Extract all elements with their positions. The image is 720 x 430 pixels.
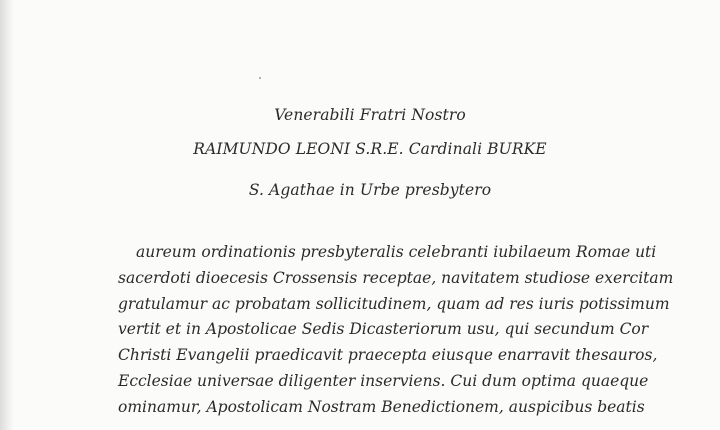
cardinal-name-line: RAIMUNDO LEONI S.R.E. Cardinali BURKE <box>193 140 547 158</box>
page-scan-edge <box>0 0 14 430</box>
scan-speck <box>259 77 261 79</box>
body-line: Ecclesiae universae diligenter inserviens. Cui dum optima quaeque <box>118 371 649 390</box>
letter-body <box>118 240 674 421</box>
body-line: vertit et in Apostolicae Sedis Dicasteriorum usu, qui secundum Cor <box>118 320 649 339</box>
title-church-line: S. Agathae in Urbe presbytero <box>248 181 492 199</box>
body-line: aureum ordinationis presbyteralis celebranti iubilaeum Romae uti <box>136 243 657 261</box>
body-line: Christi Evangelii praedicavit praecepta eiusque enarravit thesauros, <box>118 346 658 365</box>
addressee-line: Venerabili Fratri Nostro <box>274 106 466 124</box>
body-line: gratulamur ac probatam sollicitudinem, quam ad res iuris potissimum <box>118 294 670 313</box>
body-line: ominamur, Apostolicam Nostram Benedictionem, auspicibus beatis <box>118 397 645 416</box>
body-line: sacerdoti dioecesis Crossensis receptae, navitatem studiose exercitam <box>118 268 674 287</box>
